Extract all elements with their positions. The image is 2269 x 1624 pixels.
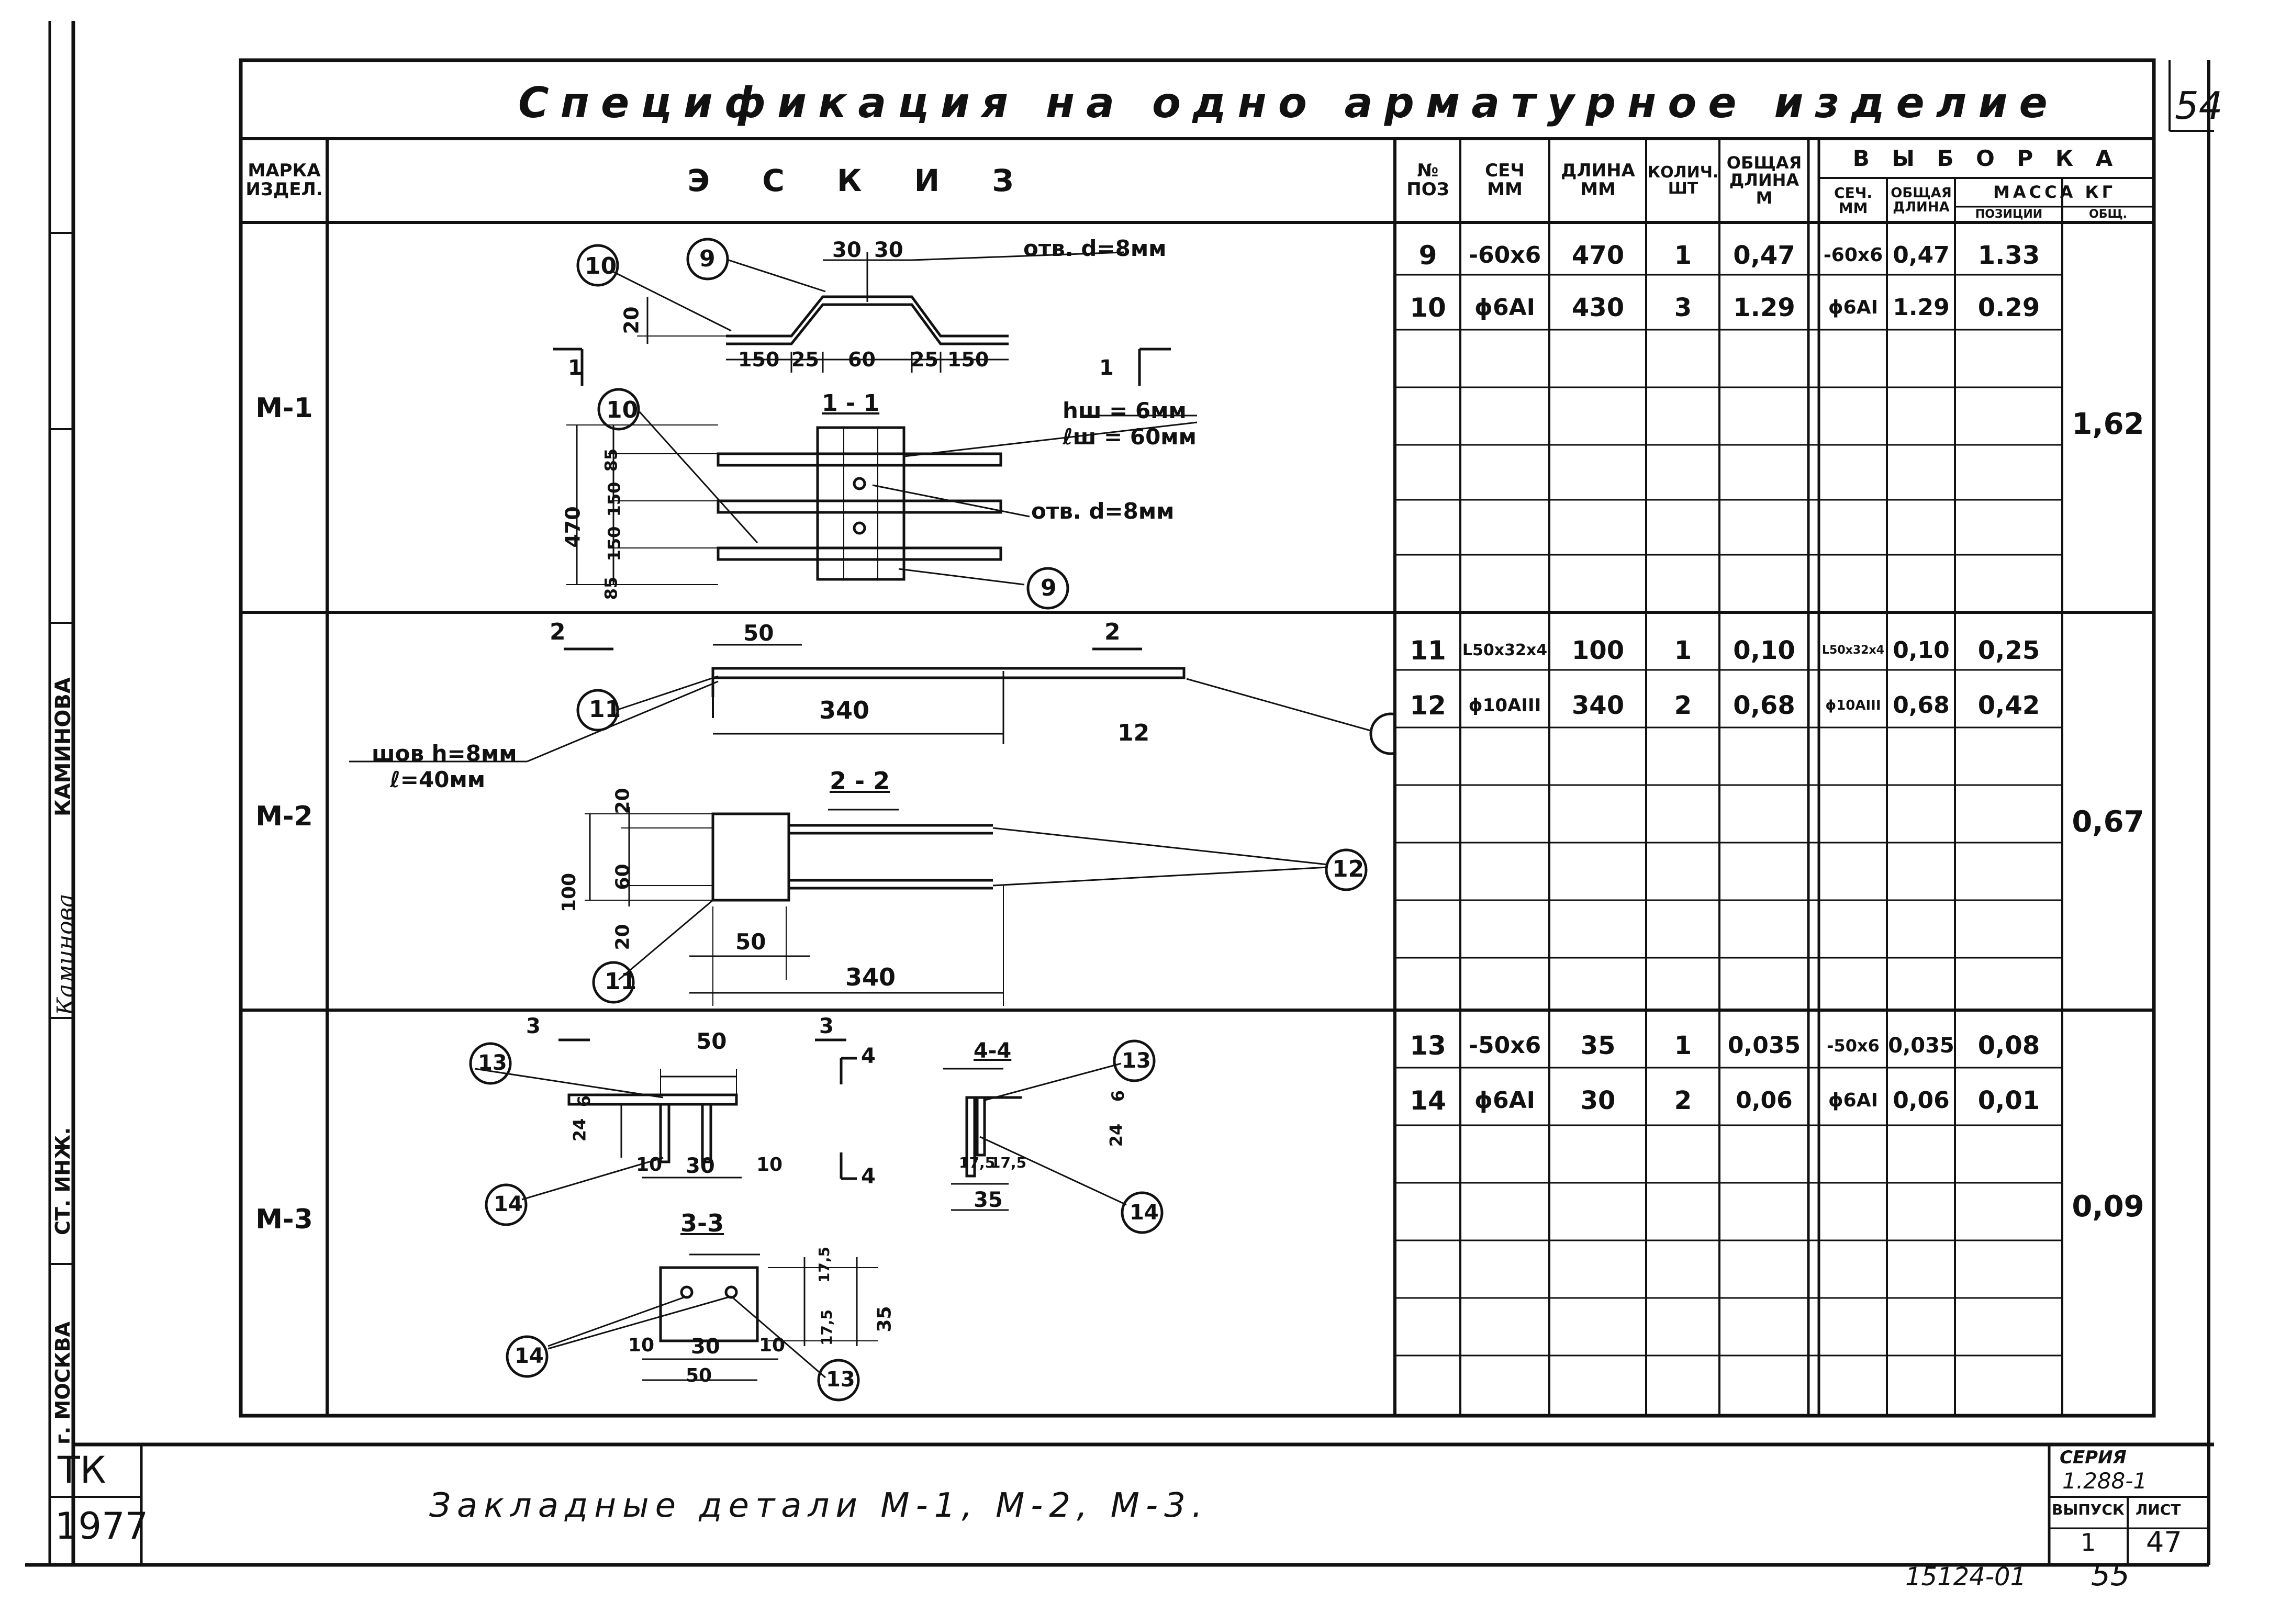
m3-row1-poz: 13 [1410,1030,1446,1061]
m3-d24: 24 [569,1118,590,1142]
m1-row1-vobsh: 0,47 [1893,242,1950,268]
title-block-year: 1977 [55,1505,149,1548]
m3-row1-massa: 0,08 [1977,1031,2040,1060]
marka-m1: М-1 [255,393,313,424]
vypusk-label: ВЫПУСК [2052,1501,2125,1518]
m3-callout-14b: 14 [1130,1201,1159,1225]
m2-d50: 50 [743,620,774,646]
m3-row2-vsech: ϕ6АI [1828,1090,1878,1111]
m3-row1-kol: 1 [1674,1031,1692,1060]
m2-callout-12: 12 [1117,720,1150,746]
m3-callout-13b: 13 [1122,1049,1151,1073]
m2-weld-l: ℓ=40мм [390,767,486,792]
m1-row2-dlina: 430 [1571,293,1625,322]
m3-d35: 35 [974,1188,1003,1212]
m1-d85a: 85 [601,448,621,472]
m1-d470: 470 [561,506,585,548]
m1-hole-mid: отв. d=8мм [1031,498,1175,524]
m2-section-label: 2 - 2 [830,767,890,795]
m3-callout-13c: 13 [826,1368,855,1392]
header-marka: МАРКА ИЗДЕЛ. [245,160,323,200]
m3-sec-4b: 4 [861,1164,876,1189]
m2-callout-12b: 12 [1332,856,1365,882]
m1-row2-sech: ϕ6АI [1474,294,1536,321]
m3-row2-massa: 0,01 [1977,1085,2040,1115]
m3-d50b: 50 [686,1365,712,1386]
m3-sec-right: 3 [819,1014,834,1038]
m3-d6b: 6 [1108,1090,1128,1102]
m3-row1-vobsh: 0,035 [1888,1033,1954,1058]
marka-m2: М-2 [255,801,313,832]
side-name: КАМИНОВА [51,677,75,816]
m2-row2-dlina: 340 [1571,690,1625,720]
header-massa-poz: ПОЗИЦИИ [1975,208,2043,221]
m3-callout-14: 14 [494,1192,523,1216]
order-number: 15124-01 [1905,1562,2027,1592]
list-value: 47 [2146,1526,2182,1559]
total-m1: 1,62 [2072,407,2144,441]
m2-row2-vsech: ϕ10АIII [1825,697,1881,713]
m1-callout-9: 9 [699,245,716,272]
m2-row2-vobsh: 0,68 [1893,692,1950,719]
m1-row2-vobsh: 1.29 [1893,294,1950,321]
m2-row2-massa: 0,42 [1977,690,2040,720]
m2-row1-dlina: 100 [1571,635,1625,665]
m1-d150c: 150 [604,481,624,517]
m2-callout-11: 11 [589,696,621,723]
header-obsh-dlina: ОБЩАЯ ДЛИНА М [1726,152,1802,208]
m1-section-label: 1 - 1 [822,390,880,417]
m1-callout-9b: 9 [1041,575,1057,601]
sheet-title: Спецификация на одно арматурное изделие [518,79,2059,127]
m1-sec-left: 1 [568,356,583,380]
m2-d340b: 340 [845,963,896,991]
m1-row1-massa: 1.33 [1977,240,2040,270]
m3-sec-left: 3 [526,1014,541,1038]
m2-sec-right: 2 [1104,619,1121,645]
m3-d30: 30 [686,1154,715,1178]
m3-d10d: 10 [759,1335,786,1356]
m1-row2-kol: 3 [1674,293,1692,322]
m3-row1-sech: -50х6 [1468,1032,1541,1059]
m1-row1-vsech: -60х6 [1823,244,1883,266]
header-poz: № ПОЗ [1406,160,1449,200]
m2-row1-sech: L50х32х4 [1462,641,1548,659]
side-signature: Каминова [52,893,79,1015]
m3-d10c: 10 [628,1335,655,1356]
total-m3: 0,09 [2072,1189,2144,1224]
m1-callout-10b: 10 [606,397,639,423]
m3-row1-vsech: -50х6 [1827,1035,1880,1056]
header-massa: МАССА КГ [1993,182,2116,203]
m3-sec-44: 4-4 [974,1039,1012,1063]
m3-d10a: 10 [636,1154,663,1175]
total-m2: 0,67 [2072,804,2144,839]
seria-label: СЕРИЯ [2060,1447,2127,1468]
m1-row1-obsh: 0,47 [1733,240,1795,270]
header-eskiz: Э С К И З [687,162,1035,198]
m2-d20b: 20 [612,924,634,950]
m1-d150a: 150 [738,348,780,371]
vypusk-value: 1 [2081,1528,2096,1556]
m2-weld-h: шов h=8мм [372,741,517,766]
m1-hole-top: отв. d=8мм [1023,236,1167,261]
m1-d150b: 150 [947,348,989,371]
m1-d30a: 30 [832,238,862,262]
m2-row2-poz: 12 [1410,690,1446,721]
m2-row1-poz: 11 [1410,635,1446,666]
m3-d24b: 24 [1106,1123,1126,1147]
m3-d35b: 35 [874,1306,896,1332]
header-dlina: ДЛИНА ММ [1561,160,1635,200]
m2-callout-11b: 11 [605,968,637,995]
corner-number: 54 [2175,84,2223,128]
m3-d6: 6 [574,1095,595,1107]
m3-d17b: 17,5 [990,1154,1027,1171]
m3-sec-4a: 4 [861,1044,876,1068]
m1-d25b: 25 [911,348,938,371]
m3-row2-kol: 2 [1674,1085,1692,1115]
m2-sec-left: 2 [550,619,566,645]
m3-d10b: 10 [756,1154,783,1175]
m2-row1-obsh: 0,10 [1733,635,1795,665]
page-number: 55 [2091,1557,2130,1593]
m1-weld-h: hш = 6мм [1063,398,1187,423]
header-sech: СЕЧ ММ [1485,160,1525,200]
m2-row2-sech: ϕ10АIII [1468,695,1541,716]
sketch-m1 [328,223,1394,611]
side-city: г. МОСКВА [51,1321,74,1444]
m1-row2-vsech: ϕ6АI [1828,297,1878,318]
m2-row1-vobsh: 0,10 [1893,637,1950,664]
side-position: СТ. ИНЖ. [51,1127,74,1235]
m3-d30b: 30 [691,1335,720,1359]
marka-m3: М-3 [255,1204,313,1235]
m2-row2-kol: 2 [1674,690,1692,720]
m3-section-label: 3-3 [680,1209,724,1237]
m1-row1-dlina: 470 [1571,240,1625,270]
m3-row1-obsh: 0,035 [1727,1032,1801,1059]
header-massa-obsh: ОБЩ. [2089,208,2127,221]
m2-d340: 340 [819,696,870,724]
m1-row2-poz: 10 [1410,292,1446,323]
m1-row2-obsh: 1.29 [1733,293,1795,322]
m2-row1-massa: 0,25 [1977,635,2040,665]
m1-d30b: 30 [874,238,903,262]
m3-row2-obsh: 0,06 [1736,1087,1793,1114]
m3-row2-sech: ϕ6АI [1474,1087,1536,1114]
m1-callout-10: 10 [585,253,617,279]
seria-value: 1.288-1 [2062,1468,2148,1494]
title-block-org: ТК [58,1449,106,1492]
m1-d25a: 25 [791,348,819,371]
m2-d100: 100 [558,872,580,913]
header-kolich: КОЛИЧ. ШТ [1647,163,1719,198]
m3-row2-dlina: 30 [1580,1085,1616,1115]
m2-d50b: 50 [735,929,766,955]
m3-row1-dlina: 35 [1580,1031,1616,1060]
m3-callout-14c: 14 [515,1344,544,1368]
header-v-obsh: ОБЩАЯ ДЛИНА [1891,185,1952,215]
m1-d150d: 150 [604,526,624,562]
m3-row2-vobsh: 0,06 [1893,1087,1950,1114]
sketch-m2 [328,613,1394,1009]
m1-row2-massa: 0.29 [1977,293,2040,322]
m3-d175b: 17,5 [818,1309,836,1346]
m1-d60: 60 [848,348,876,371]
header-vyborka: В Ы Б О Р К А [1852,145,2120,171]
m3-d17a: 17,5 [959,1154,996,1171]
m1-sec-right: 1 [1099,356,1114,380]
m2-d20a: 20 [612,788,634,814]
list-label: ЛИСТ [2136,1501,2181,1518]
m2-d60: 60 [612,864,634,890]
m3-d175a: 17,5 [815,1246,833,1283]
header-v-sech: СЕЧ. ММ [1834,184,1872,217]
m3-callout-13: 13 [478,1051,507,1075]
m3-row2-poz: 14 [1410,1085,1446,1116]
m1-row1-poz: 9 [1418,240,1437,271]
m1-d85b: 85 [601,576,621,600]
m1-d20: 20 [620,306,643,334]
title-block-title: Закладные детали М-1, М-2, М-3. [429,1486,1209,1525]
m1-row1-kol: 1 [1674,240,1692,270]
m1-weld-l: ℓш = 60мм [1063,424,1197,450]
m2-row1-vsech: L50х32х4 [1822,644,1884,657]
m3-d50: 50 [696,1028,727,1054]
m2-row2-obsh: 0,68 [1733,690,1795,720]
m1-row1-sech: -60х6 [1468,242,1541,268]
m2-row1-kol: 1 [1674,635,1692,665]
